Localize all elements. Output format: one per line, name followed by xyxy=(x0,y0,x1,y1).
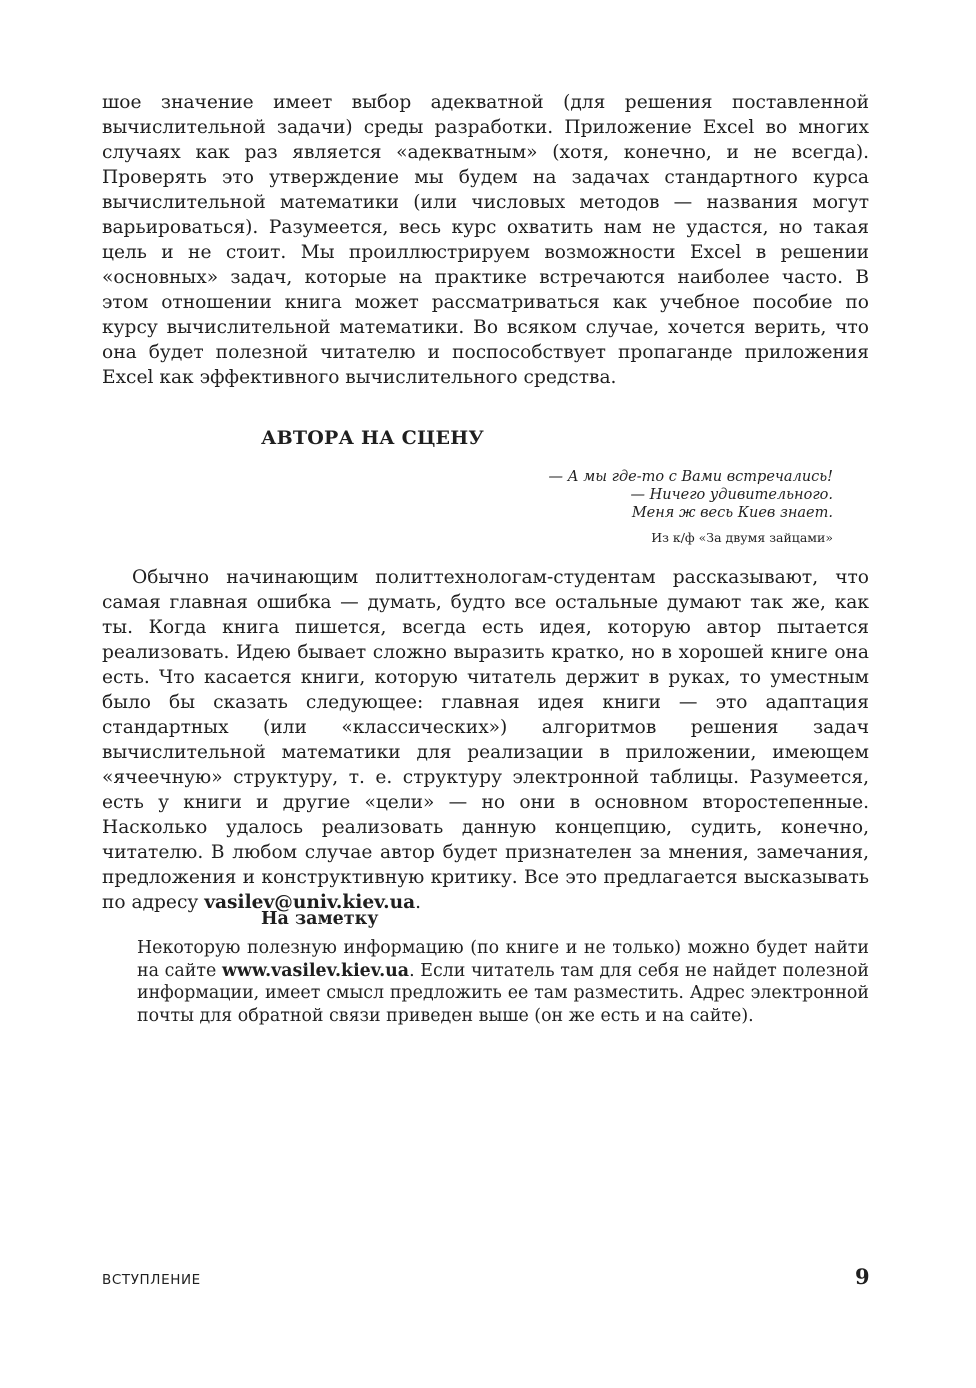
epigraph-line: — Ничего удивительного. xyxy=(630,487,833,503)
section-heading: АВТОРА НА СЦЕНУ xyxy=(261,427,484,449)
intro-paragraph: шое значение имеет выбор адекватной (для решения поставленной вычислительной задачи) среды разработки. Приложение Excel во многих случаях как раз является «адекватным» (хотя, конечно, и не всегда). Проверять это утверждение мы будем на задачах стандартного курса вычислительной математики (или числовых методов — названия могут варьироваться). Разумеется, весь курс охватить нам не удастся, но такая цель и не стоит. Мы проиллюстрируем возможности Excel в решении «основных» задач, которые на практике встречаются наиболее часто. В этом отношении книга может рассматриваться как учебное пособие по курсу вычислительной математики. Во всяком случае, хочется верить, что она будет полезной читателю и поспособствует пропаганде приложения Excel как эффективного вычислительного средства. xyxy=(102,92,869,388)
epigraph-source: Из к/ф «За двумя зайцами» xyxy=(651,530,833,545)
author-paragraph-end: . xyxy=(415,892,422,913)
note-text-after: . Если читатель там для себя не найдет полезной информации, имеет смысл предложить ее там разместить. Адрес электронной почты для обратной связи приведен выше (он же есть и на сайте). xyxy=(137,960,869,1026)
note-text-before: Некоторую полезную информацию (по книге и не только) можно будет найти на сайте xyxy=(137,938,869,981)
note-website: www.vasilev.kiev.ua xyxy=(221,960,410,981)
epigraph-line: Меня ж весь Киев знает. xyxy=(631,505,833,521)
footer-section-label: ВСТУПЛЕНИЕ xyxy=(102,1272,201,1288)
note-text xyxy=(137,937,869,1027)
author-paragraph-text: Обычно начинающим политтехнологам-студентам рассказывают, что самая главная ошибка — думать, будто все остальные думают так же, как ты. Когда книга пишется, всегда есть идея, которую автор пытается реализовать. Идею бывает сложно выразить кратко, но в хорошей книге она есть. Что касается книги, которую читатель держит в руках, то уместным было бы сказать следующее: главная идея книги — это адаптация стандартных (или «классических») алгоритмов решения задач вычислительной математики для реализации в приложении, имеющем «ячеечную» структуру, т. е. структуру электронной таблицы. Разумеется, есть у книги и другие «цели» — но они в основном второстепенные. Насколько удалось реализовать данную концепцию, судить, конечно, читателю. В любом случае автор будет признателен за мнения, замечания, предложения и конструктивную критику. Все это предлагается высказывать по адресу xyxy=(102,567,869,913)
epigraph-line: — А мы где-то с Вами встречались! xyxy=(548,469,833,485)
epigraph xyxy=(433,468,833,522)
note-title: На заметку xyxy=(261,909,379,929)
author-email: vasilev@univ.kiev.ua xyxy=(204,892,416,913)
author-paragraph xyxy=(102,565,869,915)
page-number: 9 xyxy=(855,1264,870,1289)
